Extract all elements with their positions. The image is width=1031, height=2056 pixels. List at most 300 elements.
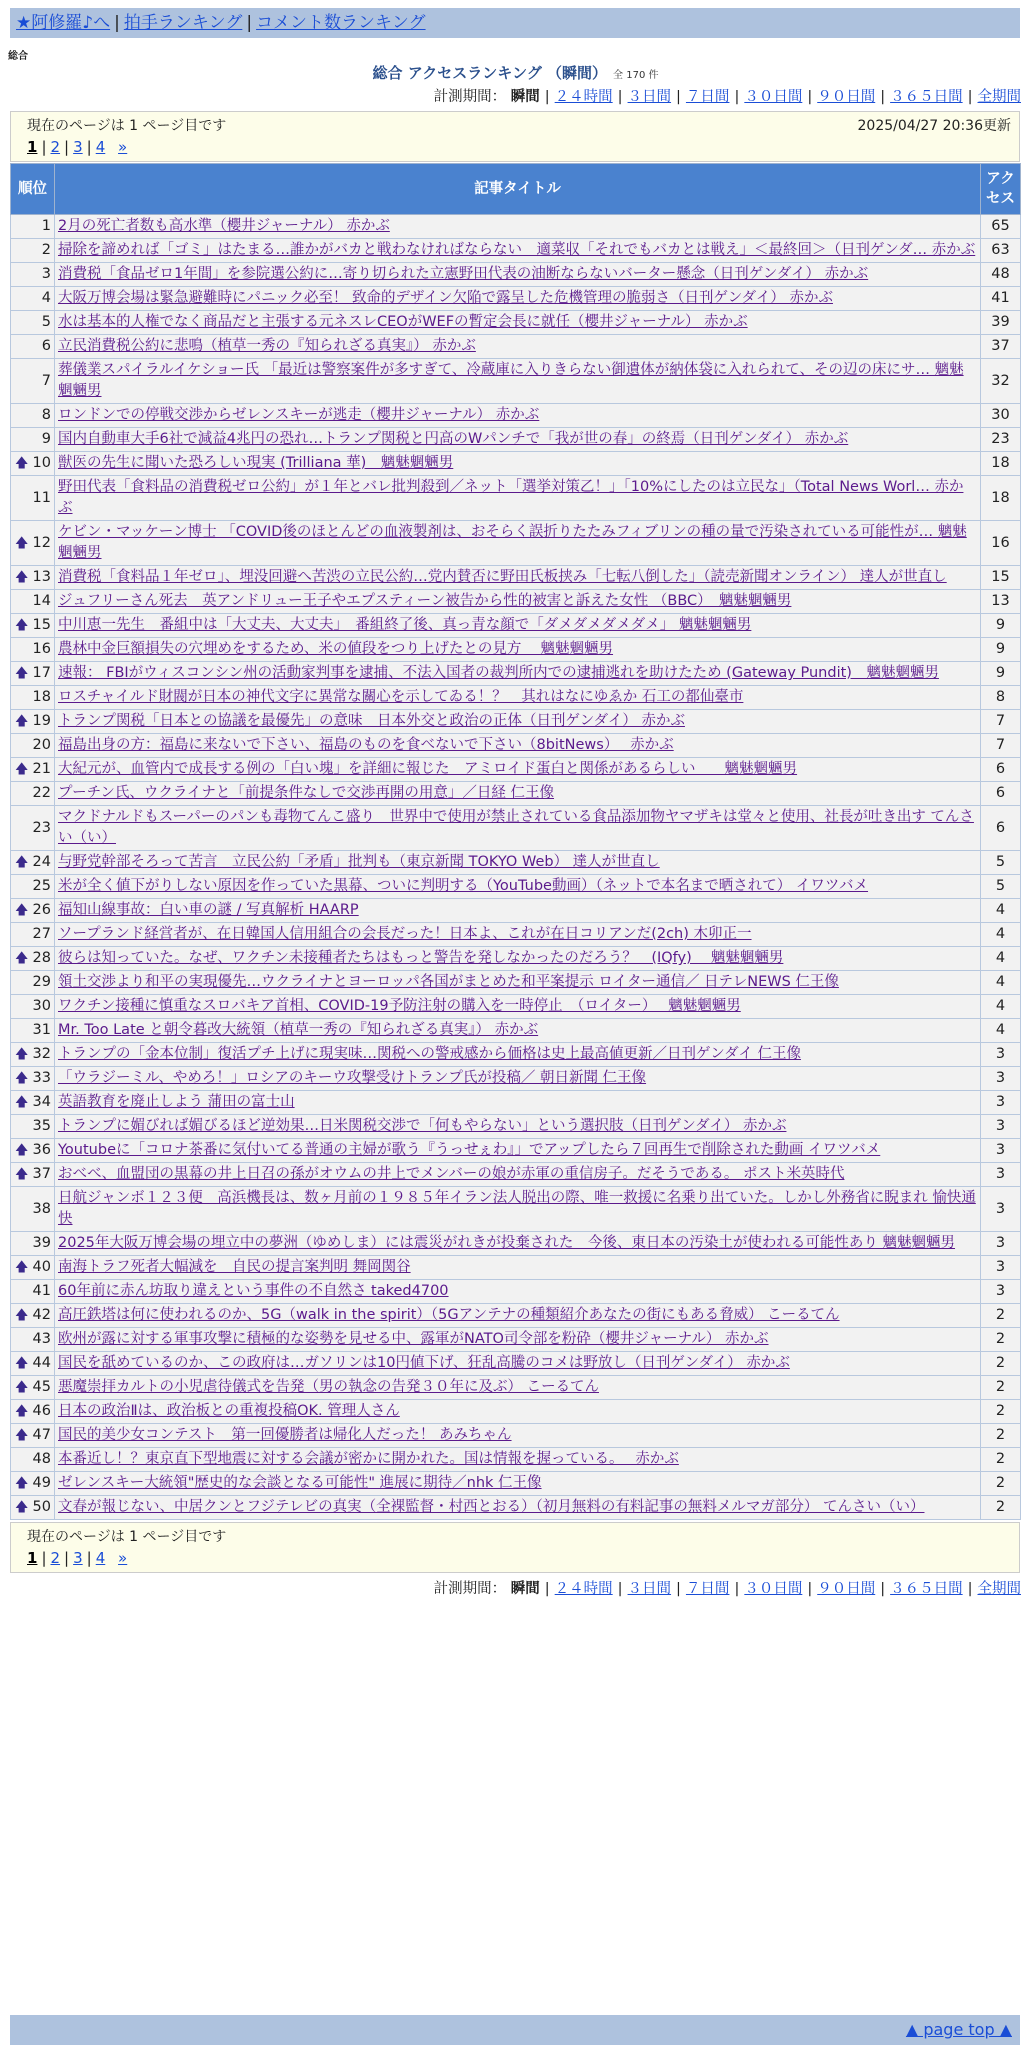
title-cell: [55, 476, 981, 521]
table-row: [11, 428, 1021, 452]
rank-up-arrow-icon: 🡅: [15, 535, 29, 551]
article-title-link[interactable]: 掃除を諦めれば「ゴミ」はたまる…誰かがバカと戦わなければならない 適菜収「それでもバカとは戦え」＜最終回＞（日刊ゲンダ… 赤かぶ: [58, 242, 976, 258]
page-3-link[interactable]: 3: [73, 138, 83, 156]
period-90d[interactable]: ９０日間: [817, 89, 876, 105]
rank-number: 26: [32, 902, 51, 918]
table-row: [11, 782, 1021, 806]
article-title-link[interactable]: 日本の政治Ⅱは、政治板との重複投稿OK. 管理人さん: [58, 1403, 400, 1419]
table-row: [11, 923, 1021, 947]
title-cell: [55, 1328, 981, 1352]
rank-cell: [11, 239, 55, 263]
title-cell: [55, 1187, 981, 1232]
rank-cell: [11, 590, 55, 614]
access-count: 5: [981, 851, 1021, 875]
title-cell: [55, 1115, 981, 1139]
rank-number: 1: [41, 218, 51, 234]
article-title-link[interactable]: トランプの「金本位制」復活プチ上げに現実味…関税への警戒感から価格は史上最高値更新／日刊ゲンダイ 仁王像: [58, 1046, 801, 1062]
period-label: 計測期間：: [433, 1581, 507, 1597]
rank-number: 50: [32, 1499, 51, 1515]
title-cell: [55, 923, 981, 947]
title-cell: [55, 662, 981, 686]
article-title-link[interactable]: 葬儀業スパイラルイケショー氏 「最近は警察案件が多すぎて、冷蔵庫に入りきらない御遺体が納体袋に入れられて、その辺の床にサ… 魑魅魍魎男: [58, 362, 964, 399]
rank-cell: [11, 1352, 55, 1376]
rank-cell: [11, 710, 55, 734]
access-count: 8: [981, 686, 1021, 710]
top-nav-bar: [10, 8, 1020, 38]
access-count: 6: [981, 806, 1021, 851]
rank-number: 38: [32, 1200, 51, 1217]
article-title-link[interactable]: 水は基本的人権でなく商品だと主張する元ネスレCEOがWEFの暫定会長に就任（櫻井ジャーナル） 赤かぶ: [58, 314, 748, 330]
rank-number: 30: [32, 998, 51, 1014]
rank-number: 44: [32, 1355, 51, 1371]
rank-up-arrow-icon: 🡅: [15, 1143, 29, 1158]
title-cell: [55, 1163, 981, 1187]
table-row: [11, 1352, 1021, 1376]
comment-ranking-link[interactable]: コメント数ランキング: [256, 13, 426, 33]
next-page-link[interactable]: »: [118, 138, 128, 156]
rank-number: 48: [32, 1451, 51, 1467]
article-title-link[interactable]: 速報： FBIがウィスコンシン州の活動家判事を逮捕、不法入国者の裁判所内での逮捕逃れを助けたため (Gateway Pundit) 魑魅魍魎男: [58, 665, 939, 681]
page-1: 1: [27, 138, 38, 156]
article-title-link[interactable]: 国民的美少女コンテスト 第一回優勝者は帰化人だった！ あみちゃん: [58, 1427, 512, 1443]
nav-separator: |: [246, 13, 253, 33]
rank-cell: [11, 287, 55, 311]
footer-bar: [10, 2015, 1020, 2045]
rank-number: 16: [32, 641, 51, 657]
rank-cell: [11, 476, 55, 521]
access-count: 65: [981, 215, 1021, 239]
rank-cell: [11, 758, 55, 782]
rank-up-arrow-icon: 🡅: [15, 714, 29, 729]
article-title-link[interactable]: ゼレンスキー大統領"歴史的な会談となる可能性" 進展に期待／nhk 仁王像: [58, 1475, 542, 1491]
title-header: 記事タイトル: [55, 164, 981, 215]
title-cell: [55, 359, 981, 404]
page-1: 1: [27, 1549, 38, 1567]
access-count: 3: [981, 1043, 1021, 1067]
access-count: 2: [981, 1472, 1021, 1496]
period-7d[interactable]: ７日間: [685, 1581, 730, 1597]
period-selector-bottom: 計測期間： 瞬間 | ２４時間 | ３日間 | ７日間 | ３０日間 | ９０日間 | ３６５日間 | 全期間: [433, 1581, 1021, 1597]
table-row: [11, 710, 1021, 734]
page-3-link[interactable]: 3: [73, 1549, 83, 1567]
title-cell: [55, 590, 981, 614]
rank-cell: [11, 899, 55, 923]
ranking-table: [10, 163, 1021, 1520]
title-cell: [55, 899, 981, 923]
title-cell: [55, 1280, 981, 1304]
rank-up-arrow-icon: 🡅: [15, 456, 29, 471]
table-row: [11, 899, 1021, 923]
rank-number: 41: [32, 1283, 51, 1299]
period-all[interactable]: 全期間: [977, 89, 1021, 105]
period-365d[interactable]: ３６５日間: [890, 89, 963, 105]
rank-number: 45: [32, 1379, 51, 1395]
rank-cell: [11, 1256, 55, 1280]
table-row: [11, 1091, 1021, 1115]
access-count: 7: [981, 710, 1021, 734]
table-row: [11, 590, 1021, 614]
ranking-body: [11, 215, 1021, 1520]
title-cell: [55, 806, 981, 851]
rank-number: 31: [32, 1022, 51, 1038]
period-30d[interactable]: ３０日間: [744, 89, 803, 105]
page-2-link[interactable]: 2: [50, 1549, 61, 1567]
title-cell: [55, 452, 981, 476]
title-cell: [55, 404, 981, 428]
article-title-link[interactable]: 欧州が露に対する軍事攻撃に積極的な姿勢を見せる中、露軍がNATO司令部を粉砕（櫻井ジャーナル） 赤かぶ: [58, 1331, 769, 1347]
page-4-link[interactable]: 4: [95, 1549, 106, 1567]
article-title-link[interactable]: トランプに媚びれば媚びるほど逆効果…日米関税交渉で「何もやらない」という選択肢（日刊ゲンダイ） 赤かぶ: [58, 1118, 787, 1134]
table-row: [11, 263, 1021, 287]
period-all[interactable]: 全期間: [977, 1581, 1021, 1597]
access-count: 3: [981, 1232, 1021, 1256]
rank-number: 36: [32, 1142, 51, 1158]
period-3d[interactable]: ３日間: [627, 1581, 672, 1597]
article-title-link[interactable]: 消費税「食品ゼロ1年間」を参院選公約に…寄り切られた立憲野田代表の油断ならないバーター懸念（日刊ゲンダイ） 赤かぶ: [58, 266, 869, 282]
home-link[interactable]: ★阿修羅♪へ: [16, 13, 111, 33]
access-count: 18: [981, 452, 1021, 476]
table-row: [11, 452, 1021, 476]
rank-cell: [11, 971, 55, 995]
applause-ranking-link[interactable]: 拍手ランキング: [123, 13, 243, 33]
rank-cell: [11, 1448, 55, 1472]
table-row: [11, 806, 1021, 851]
rank-cell: [11, 1496, 55, 1520]
access-count: 4: [981, 995, 1021, 1019]
period-365d[interactable]: ３６５日間: [890, 1581, 963, 1597]
article-title-link[interactable]: 国内自動車大手6社で減益4兆円の恐れ…トランプ関税と円高のWパンチで「我が世の春」の終焉（日刊ゲンダイ） 赤かぶ: [58, 431, 849, 447]
article-title-link[interactable]: 領土交渉より和平の実現優先…ウクライナとヨーロッパ各国がまとめた和平案提示 ロイター通信／ 日テレNEWS 仁王像: [58, 974, 839, 990]
rank-cell: [11, 638, 55, 662]
article-title-link[interactable]: 文春が報じない、中居クンとフジテレビの真実（全裸監督・村西とおる）（初月無料の有料記事の無料メルマガ部分） てんさい（い）: [58, 1499, 925, 1515]
title-cell: [55, 710, 981, 734]
table-row: [11, 1472, 1021, 1496]
access-count: 2: [981, 1448, 1021, 1472]
pager-bottom: 1 | 2 | 3 | 4 »: [27, 1549, 128, 1567]
rank-cell: [11, 1400, 55, 1424]
article-title-link[interactable]: 野田代表「食料品の消費税ゼロ公約」が１年とバレ批判殺到／ネット「選挙対策乙！」「10%にしたのは立民な」（Total News Worl… 赤かぶ: [58, 479, 964, 516]
rank-up-arrow-icon: 🡅: [15, 1500, 29, 1515]
rank-number: 8: [41, 407, 51, 423]
rank-up-arrow-icon: 🡅: [15, 855, 29, 870]
access-count: 2: [981, 1496, 1021, 1520]
article-title-link[interactable]: Mr. Too Late と朝令暮改大統領（植草一秀の『知られざる真実』） 赤かぶ: [58, 1022, 539, 1038]
access-count: 4: [981, 899, 1021, 923]
title-cell: [55, 335, 981, 359]
rank-up-arrow-icon: 🡅: [15, 1260, 29, 1275]
title-cell: [55, 758, 981, 782]
article-title-link[interactable]: 2025年大阪万博会場の埋立中の夢洲（ゆめしま）には震災がれきが投棄された 今後、東日本の汚染土が使われる可能性あり 魑魅魍魎男: [58, 1235, 956, 1251]
title-cell: [55, 311, 981, 335]
article-title-link[interactable]: ジュフリーさん死去 英アンドリュー王子やエプスティーン被告から性的被害と訴えた女性 （BBC） 魑魅魍魎男: [58, 593, 792, 609]
updated-timestamp: 2025/04/27 20:36更新: [857, 118, 1011, 134]
access-count: 2: [981, 1328, 1021, 1352]
rank-up-arrow-icon: 🡅: [15, 1380, 29, 1395]
title-cell: [55, 1019, 981, 1043]
access-count: 3: [981, 1115, 1021, 1139]
rank-cell: [11, 662, 55, 686]
article-title-link[interactable]: 中川恵一先生 番組中は「大丈夫、大丈夫」 番組終了後、真っ青な顔で「ダメダメダメダメ」 魑魅魍魎男: [58, 617, 752, 633]
access-count: 41: [981, 287, 1021, 311]
table-row: [11, 1400, 1021, 1424]
rank-number: 5: [41, 314, 51, 330]
access-count: 23: [981, 428, 1021, 452]
rank-up-arrow-icon: 🡅: [15, 618, 29, 633]
access-count: 9: [981, 662, 1021, 686]
title-cell: [55, 1304, 981, 1328]
title-cell: [55, 239, 981, 263]
article-title-link[interactable]: 2月の死亡者数も高水準（櫻井ジャーナル） 赤かぶ: [58, 218, 390, 234]
article-title-link[interactable]: ロンドンでの停戦交渉からゼレンスキーが逃走（櫻井ジャーナル） 赤かぶ: [58, 407, 540, 423]
item-count: 全 170 件: [613, 70, 659, 81]
rank-cell: [11, 452, 55, 476]
title-cell: [55, 263, 981, 287]
title-cell: [55, 428, 981, 452]
article-title-link[interactable]: 本番近し！？東京直下型地震に対する会議が密かに開かれた。国は情報を握っている。 赤かぶ: [58, 1451, 679, 1467]
article-title-link[interactable]: ソープランド経営者が、在日韓国人信用組合の会長だった！日本よ、これが在日コリアンだ(2ch) 木卯正一: [58, 926, 752, 942]
period-24h[interactable]: ２４時間: [554, 89, 613, 105]
period-3d[interactable]: ３日間: [627, 89, 672, 105]
page-top-link[interactable]: ▲ page top ▲: [905, 2020, 1012, 2039]
rank-number: 35: [32, 1118, 51, 1134]
access-count: 32: [981, 359, 1021, 404]
article-title-link[interactable]: 農林中金巨額損失の穴埋めをするため、米の値段をつり上げたとの見方 魑魅魍魎男: [58, 641, 614, 657]
title-cell: [55, 1376, 981, 1400]
rank-number: 25: [32, 878, 51, 894]
table-row: [11, 1448, 1021, 1472]
rank-number: 19: [32, 713, 51, 729]
rank-up-arrow-icon: 🡅: [15, 903, 29, 918]
access-count: 6: [981, 782, 1021, 806]
table-row: [11, 1304, 1021, 1328]
access-count: 3: [981, 1163, 1021, 1187]
article-title-link[interactable]: トランプ関税「日本との協議を最優先」の意味 日本外交と政治の正体（日刊ゲンダイ） 赤かぶ: [58, 713, 685, 729]
article-title-link[interactable]: 与野党幹部そろって苦言 立民公約「矛盾」批判も（東京新聞 TOKYO Web） 達人が世直し: [58, 854, 660, 870]
article-title-link[interactable]: 国民を舐めているのか、この政府は…ガソリンは10円値下げ、狂乱高騰のコメは野放し（日刊ゲンダイ） 赤かぶ: [58, 1355, 790, 1371]
table-row: [11, 638, 1021, 662]
article-title-link[interactable]: 60年前に赤ん坊取り違えという事件の不自然さ taked4700: [58, 1283, 449, 1299]
rank-number: 37: [32, 1166, 51, 1182]
article-title-link[interactable]: 英語教育を廃止しよう 蒲田の富士山: [58, 1094, 295, 1110]
rank-number: 47: [32, 1427, 51, 1443]
access-count: 2: [981, 1400, 1021, 1424]
rank-number: 14: [32, 593, 51, 609]
rank-number: 27: [32, 926, 51, 942]
rank-up-arrow-icon: 🡅: [15, 1095, 29, 1110]
access-count: 13: [981, 590, 1021, 614]
access-count: 3: [981, 1067, 1021, 1091]
article-title-link[interactable]: マクドナルドもスーパーのパンも毒物てんこ盛り 世界中で使用が禁止されている食品添加物ヤマザキは堂々と使用、社長が吐き出す てんさい（い）: [58, 809, 974, 846]
rank-cell: [11, 1139, 55, 1163]
article-title-link[interactable]: 南海トラフ死者大幅減を 自民の提言案判明 舞岡関谷: [58, 1259, 411, 1275]
rank-number: 12: [32, 534, 51, 551]
table-row: [11, 215, 1021, 239]
rank-number: 22: [32, 785, 51, 801]
rank-number: 49: [32, 1475, 51, 1491]
title-cell: [55, 566, 981, 590]
rank-number: 20: [32, 737, 51, 753]
table-row: [11, 1187, 1021, 1232]
article-title-link[interactable]: おべべ、血盟団の黒幕の井上日召の孫がオウムの井上でメンバーの娘が赤軍の重信房子。だそうである。 ポスト米英時代: [58, 1166, 845, 1182]
rank-up-arrow-icon: 🡅: [15, 1428, 29, 1443]
page-4-link[interactable]: 4: [95, 138, 106, 156]
table-row: [11, 1115, 1021, 1139]
access-count: 4: [981, 947, 1021, 971]
access-count: 3: [981, 1256, 1021, 1280]
access-count: 37: [981, 335, 1021, 359]
rank-number: 17: [32, 665, 51, 681]
rank-up-arrow-icon: 🡅: [15, 1356, 29, 1371]
table-row: [11, 614, 1021, 638]
table-row: [11, 311, 1021, 335]
title-cell: [55, 1043, 981, 1067]
access-count: 3: [981, 1187, 1021, 1232]
rank-cell: [11, 566, 55, 590]
access-count: 6: [981, 758, 1021, 782]
page-2-link[interactable]: 2: [50, 138, 61, 156]
rank-number: 21: [32, 761, 51, 777]
access-count: 3: [981, 1139, 1021, 1163]
table-row: [11, 662, 1021, 686]
article-title-link[interactable]: 悪魔崇拝カルトの小児虐待儀式を告発（男の執念の告発３０年に及ぶ） こーるてん: [58, 1379, 599, 1395]
rank-cell: [11, 947, 55, 971]
period-7d[interactable]: ７日間: [685, 89, 730, 105]
title-cell: [55, 1352, 981, 1376]
article-title-link[interactable]: 福知山線事故：白い車の謎 / 写真解析 HAARP: [58, 902, 359, 918]
rank-up-arrow-icon: 🡅: [15, 1308, 29, 1323]
table-row: [11, 1328, 1021, 1352]
rank-cell: [11, 521, 55, 566]
table-row: [11, 1067, 1021, 1091]
rank-cell: [11, 1328, 55, 1352]
article-title-link[interactable]: 立民消費税公約に悲鳴（植草一秀の『知られざる真実』） 赤かぶ: [58, 338, 476, 354]
rank-up-arrow-icon: 🡅: [15, 1404, 29, 1419]
rank-cell: [11, 995, 55, 1019]
rank-cell: [11, 806, 55, 851]
category-label: 総合: [8, 51, 28, 62]
rank-cell: [11, 782, 55, 806]
rank-cell: [11, 734, 55, 758]
article-title-link[interactable]: 「ウラジーミル、やめろ！」ロシアのキーウ攻撃受けトランプ氏が投稿／ 朝日新聞 仁王像: [58, 1070, 647, 1086]
current-page-text-bottom: 現在のページは 1 ページ目です: [27, 1529, 227, 1545]
rank-cell: [11, 923, 55, 947]
article-title-link[interactable]: 消費税「食料品１年ゼロ」、埋没回避へ苦渋の立民公約…党内賛否に野田氏板挟み「七転八倒した」（読売新聞オンライン） 達人が世直し: [58, 569, 947, 585]
title-cell: [55, 851, 981, 875]
period-label: 計測期間：: [433, 89, 507, 105]
access-count: 39: [981, 311, 1021, 335]
table-row: [11, 1019, 1021, 1043]
table-row: [11, 404, 1021, 428]
rank-number: 32: [32, 1046, 51, 1062]
rank-header: 順位: [11, 164, 55, 215]
rank-cell: [11, 359, 55, 404]
access-count: 5: [981, 875, 1021, 899]
rank-up-arrow-icon: 🡅: [15, 570, 29, 585]
title-cell: [55, 1232, 981, 1256]
table-header-row: [11, 164, 1021, 215]
rank-number: 23: [32, 819, 51, 836]
access-count: 7: [981, 734, 1021, 758]
period-30d[interactable]: ３０日間: [744, 1581, 803, 1597]
rank-number: 24: [32, 854, 51, 870]
table-row: [11, 1163, 1021, 1187]
table-row: [11, 1424, 1021, 1448]
article-title-link[interactable]: ロスチャイルド財閥が日本の神代文字に異常な關心を示してゐる！？ 其れはなにゆゑか 石工の都仙臺市: [58, 689, 744, 705]
title-cell: [55, 1496, 981, 1520]
rank-cell: [11, 1091, 55, 1115]
nav-separator: |: [114, 13, 120, 33]
period-instant: 瞬間: [510, 89, 540, 105]
rank-cell: [11, 335, 55, 359]
rank-cell: [11, 215, 55, 239]
access-count: 4: [981, 971, 1021, 995]
access-count: 2: [981, 1352, 1021, 1376]
article-title-link[interactable]: 彼らは知っていた。なぜ、ワクチン未接種者たちはもっと警告を発しなかったのだろう？ (IQfy) 魑魅魍魎男: [58, 950, 784, 966]
rank-number: 3: [41, 266, 51, 282]
title-cell: [55, 875, 981, 899]
article-title-link[interactable]: プーチン氏、ウクライナと「前提条件なしで交渉再開の用意」／日経 仁王像: [58, 785, 555, 801]
access-count: 4: [981, 1019, 1021, 1043]
access-count: 15: [981, 566, 1021, 590]
table-row: [11, 521, 1021, 566]
table-row: [11, 686, 1021, 710]
next-page-link[interactable]: »: [118, 1549, 128, 1567]
title-cell: [55, 995, 981, 1019]
rank-cell: [11, 1232, 55, 1256]
article-title-link[interactable]: ワクチン接種に慎重なスロバキア首相、COVID-19予防注射の購入を一時停止 （ロイター） 魑魅魍魎男: [58, 998, 741, 1014]
rank-number: 18: [32, 689, 51, 705]
access-count: 3: [981, 1280, 1021, 1304]
table-row: [11, 1280, 1021, 1304]
table-row: [11, 971, 1021, 995]
table-row: [11, 1376, 1021, 1400]
period-90d[interactable]: ９０日間: [817, 1581, 876, 1597]
article-title-link[interactable]: ケビン・マッケーン博士 「COVID後のほとんどの血液製剤は、おそらく誤折りたたみフィブリンの種の量で汚染されている可能性が… 魑魅魍魎男: [58, 524, 967, 561]
article-title-link[interactable]: 大紀元が、血管内で成長する例の「白い塊」を詳細に報じた アミロイド蛋白と関係があるらしい 魑魅魍魎男: [58, 761, 798, 777]
title-cell: [55, 734, 981, 758]
access-count: 16: [981, 521, 1021, 566]
rank-number: 13: [32, 569, 51, 585]
rank-cell: [11, 1163, 55, 1187]
rank-number: 15: [32, 617, 51, 633]
table-row: [11, 359, 1021, 404]
rank-cell: [11, 1043, 55, 1067]
rank-number: 43: [32, 1331, 51, 1347]
access-header: アクセス: [981, 164, 1021, 215]
access-count: 18: [981, 476, 1021, 521]
title-cell: [55, 1256, 981, 1280]
rank-cell: [11, 1019, 55, 1043]
title-cell: [55, 1400, 981, 1424]
rank-cell: [11, 1280, 55, 1304]
article-title-link[interactable]: 日航ジャンボ１２３便 高浜機長は、数ヶ月前の１９８５年イラン法人脱出の際、唯一救援に名乗り出ていた。しかし外務省に睨まれ 愉快通快: [58, 1190, 976, 1227]
article-title-link[interactable]: 福島出身の方：福島に来ないで下さい、福島のものを食べないで下さい（8bitNews） 赤かぶ: [58, 737, 674, 753]
period-24h[interactable]: ２４時間: [554, 1581, 613, 1597]
rank-cell: [11, 1115, 55, 1139]
rank-cell: [11, 1376, 55, 1400]
article-title-link[interactable]: 米が全く値下がりしない原因を作っていた黒幕、ついに判明する（YouTube動画）（ネットで本名まで晒されて） イワツバメ: [58, 878, 869, 894]
access-count: 2: [981, 1424, 1021, 1448]
article-title-link[interactable]: 高圧鉄塔は何に使われるのか、5G（walk in the spirit）（5Gアンテナの種類紹介あなたの街にもある脅威） こーるてん: [58, 1307, 840, 1323]
article-title-link[interactable]: 大阪万博会場は緊急避難時にパニック必至！ 致命的デザイン欠陥で露呈した危機管理の脆弱さ（日刊ゲンダイ） 赤かぶ: [58, 290, 833, 306]
table-row: [11, 1232, 1021, 1256]
table-row: [11, 1256, 1021, 1280]
access-count: 9: [981, 614, 1021, 638]
rank-cell: [11, 614, 55, 638]
article-title-link[interactable]: Youtubeに「コロナ茶番に気付いてる普通の主婦が歌う『うっせぇわ』」でアップしたら７回再生で削除された動画 イワツバメ: [58, 1142, 881, 1158]
rank-up-arrow-icon: 🡅: [15, 1167, 29, 1182]
article-title-link[interactable]: 獣医の先生に聞いた恐ろしい現実 (Trilliana 華) 魑魅魍魎男: [58, 455, 454, 471]
